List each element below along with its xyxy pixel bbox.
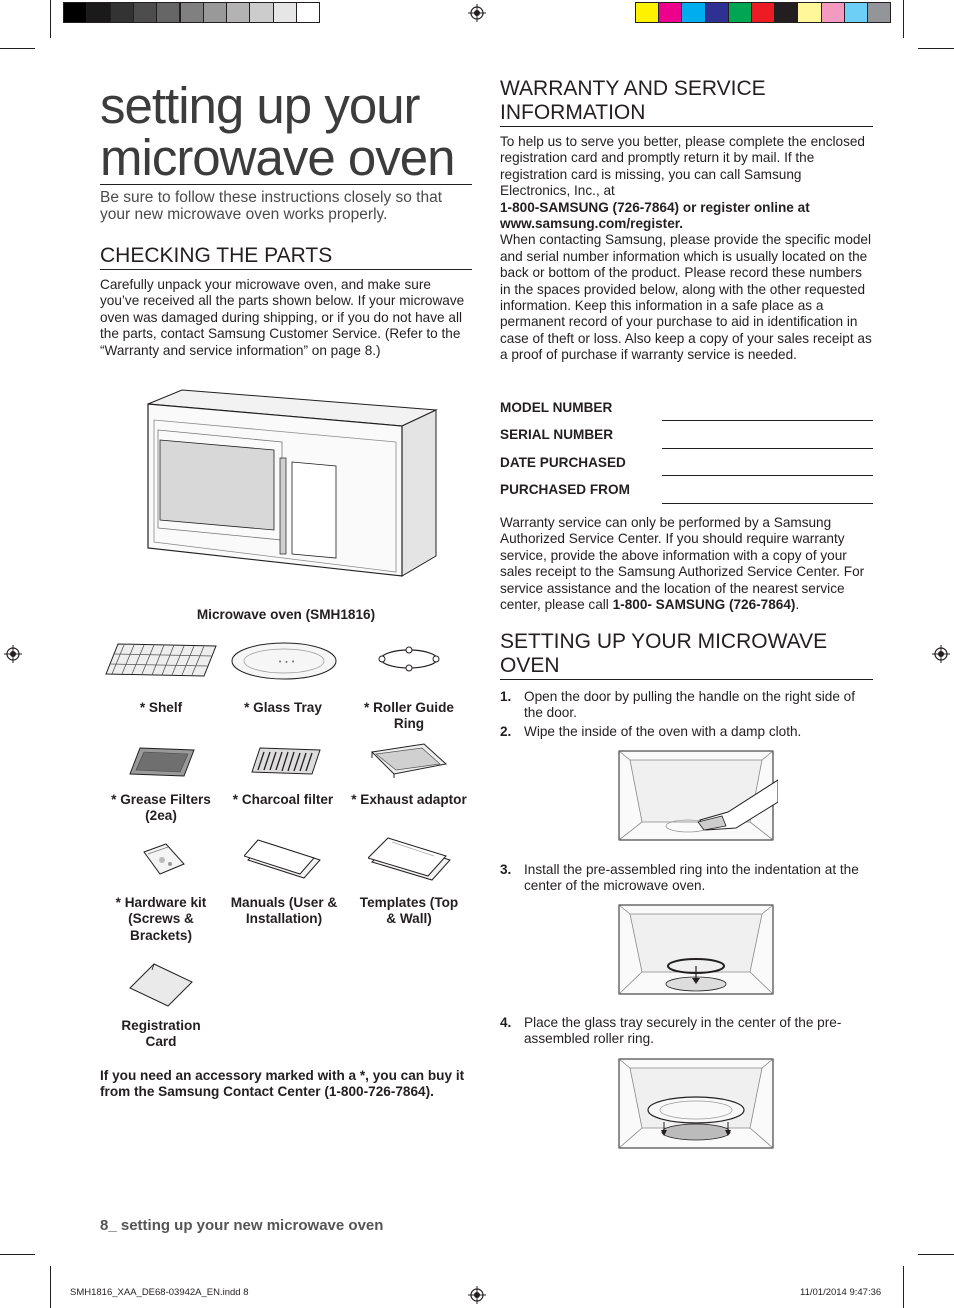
step-number: 2. (500, 724, 512, 739)
color-swatch (110, 2, 134, 23)
color-swatch (844, 2, 868, 23)
part-label: * Exhaust adaptor (351, 792, 467, 807)
warranty-heading: WARRANTY AND SERVICE INFORMATION (500, 77, 873, 127)
install-ring-illustration (618, 904, 778, 996)
step-number: 1. (500, 689, 512, 704)
color-swatch (728, 2, 752, 23)
crop-mark (903, 1266, 904, 1308)
warranty-service-period: . (795, 597, 800, 613)
exhaust-adaptor-icon (368, 740, 448, 780)
warranty-para-1 (500, 134, 872, 364)
color-swatch (681, 2, 705, 23)
purchased-from-field[interactable] (662, 503, 873, 504)
color-swatch (751, 2, 775, 23)
grease-filter-icon (128, 746, 196, 778)
serial-number-field[interactable] (662, 448, 873, 449)
part-label: * Charcoal filter (232, 792, 334, 807)
warranty-para-3 (500, 515, 874, 613)
crop-mark (0, 1254, 35, 1255)
purchased-from-label: PURCHASED FROM (500, 482, 630, 497)
date-purchased-field[interactable] (662, 475, 873, 476)
color-swatch (203, 2, 227, 23)
hardware-kit-icon (140, 842, 186, 876)
registration-mark-icon (4, 645, 22, 663)
step-text: Place the glass tray securely in the center of the pre-assembled roller ring. (524, 1015, 842, 1047)
part-label: Manuals (User & Installation) (230, 895, 338, 927)
crop-mark (903, 0, 904, 38)
part-label: * Glass Tray (244, 700, 322, 715)
warranty-service-phone: 1-800- SAMSUNG (726-7864) (612, 597, 796, 613)
model-number-field[interactable] (662, 420, 873, 421)
warranty-intro: To help us to serve you better, please complete the enclosed registration card and promptly return it by mail. If the registration card is missing, you can call Samsung Electronics, Inc., at (500, 134, 865, 199)
page-footer: 8_ setting up your new microwave oven (100, 1217, 384, 1234)
step-text: Install the pre-assembled ring into the indentation at the center of the microwave oven. (524, 862, 859, 894)
accessory-note: If you need an accessory marked with a *, you can buy it from the Samsung Contact Center (1-800-726-7864). (100, 1068, 465, 1100)
crop-mark (50, 1266, 51, 1308)
wipe-oven-illustration (618, 750, 778, 842)
part-label: * Hardware kit (Screws & Brackets) (115, 895, 207, 943)
microwave-caption: Microwave oven (SMH1816) (196, 607, 376, 622)
part-label: * Roller Guide Ring (364, 700, 454, 732)
page-title (100, 77, 472, 186)
place-glass-tray-illustration (618, 1058, 778, 1150)
color-swatch (635, 2, 659, 23)
color-swatch (821, 2, 845, 23)
warranty-phone: 1-800-SAMSUNG (726-7864) or register online at www.samsung.com/register. (500, 199, 810, 232)
color-swatch (249, 2, 273, 23)
shelf-icon (104, 640, 218, 680)
checking-parts-intro: Carefully unpack your microwave oven, and make sure you’ve received all the parts shown below. If your microwave oven was damaged during shipping, or if you do not have all the parts, contact Samsung Customer Service. (Refer to the “Warranty and service information” on page 8.) (100, 277, 465, 358)
page-title-line-2: microwave oven (100, 132, 472, 185)
warranty-contact-info: When contacting Samsung, please provide the specific model and serial number information which is usually located on the back or bottom of the product. Please record these numbers in the spaces provided below, along with the other requested information. Keep this information in a safe place as a permanent record of your purchase to aid in identification in case of theft or loss. Also keep a copy of your sales receipt as a proof of purchase if warranty service is needed. (500, 232, 872, 363)
crop-mark (0, 48, 35, 49)
part-label: * Shelf (139, 700, 183, 715)
color-swatch (774, 2, 798, 23)
date-slug: 11/01/2014 9:47:36 (800, 1287, 882, 1298)
registration-mark-icon (932, 645, 950, 663)
color-swatch (180, 2, 204, 23)
step-text: Wipe the inside of the oven with a damp cloth. (524, 724, 802, 739)
color-swatch (296, 2, 320, 23)
date-purchased-label: DATE PURCHASED (500, 455, 626, 470)
checking-parts-heading: CHECKING THE PARTS (100, 244, 472, 270)
page-lede: Be sure to follow these instructions closely so that your new microwave oven works properly. (100, 189, 443, 223)
color-swatch (273, 2, 297, 23)
color-swatch (133, 2, 157, 23)
color-swatch (63, 2, 87, 23)
microwave-oven-illustration (140, 388, 440, 600)
svg-text:• ∙ •: • ∙ • (278, 658, 296, 666)
part-label: * Grease Filters (2ea) (111, 792, 211, 824)
step-number: 4. (500, 1015, 512, 1030)
crop-mark (50, 0, 51, 38)
model-number-label: MODEL NUMBER (500, 400, 613, 415)
templates-icon (368, 836, 452, 882)
serial-number-label: SERIAL NUMBER (500, 427, 614, 442)
color-swatch (705, 2, 729, 23)
charcoal-filter-icon (250, 746, 322, 776)
warranty-service-text: Warranty service can only be performed by a Samsung Authorized Service Center. If you should require warranty service, provide the above information with a copy of your sales receipt to the Samsung Authorized Service Center. For service assistance and the location of the nearest service center, please call (500, 515, 865, 613)
color-swatch (226, 2, 250, 23)
registration-card-icon (128, 962, 194, 1008)
page-title-line-1: setting up your (100, 77, 420, 134)
step-number: 3. (500, 862, 512, 877)
registration-mark-icon (468, 1286, 486, 1304)
part-label: Templates (Top & Wall) (359, 895, 459, 927)
color-swatch (797, 2, 821, 23)
glass-tray-icon (230, 641, 338, 681)
color-swatch (867, 2, 891, 23)
setup-heading: SETTING UP YOUR MICROWAVE OVEN (500, 630, 873, 680)
file-slug: SMH1816_XAA_DE68-03942A_EN.indd 8 (70, 1287, 249, 1298)
roller-guide-ring-icon (374, 644, 444, 674)
crop-mark (918, 1254, 954, 1255)
step-text: Open the door by pulling the handle on the right side of the door. (524, 689, 856, 721)
color-swatch (156, 2, 180, 23)
color-swatch (86, 2, 110, 23)
crop-mark (918, 48, 954, 49)
manuals-icon (244, 838, 324, 880)
registration-mark-icon (468, 4, 486, 22)
color-swatch (658, 2, 682, 23)
part-label: Registration Card (121, 1018, 201, 1050)
